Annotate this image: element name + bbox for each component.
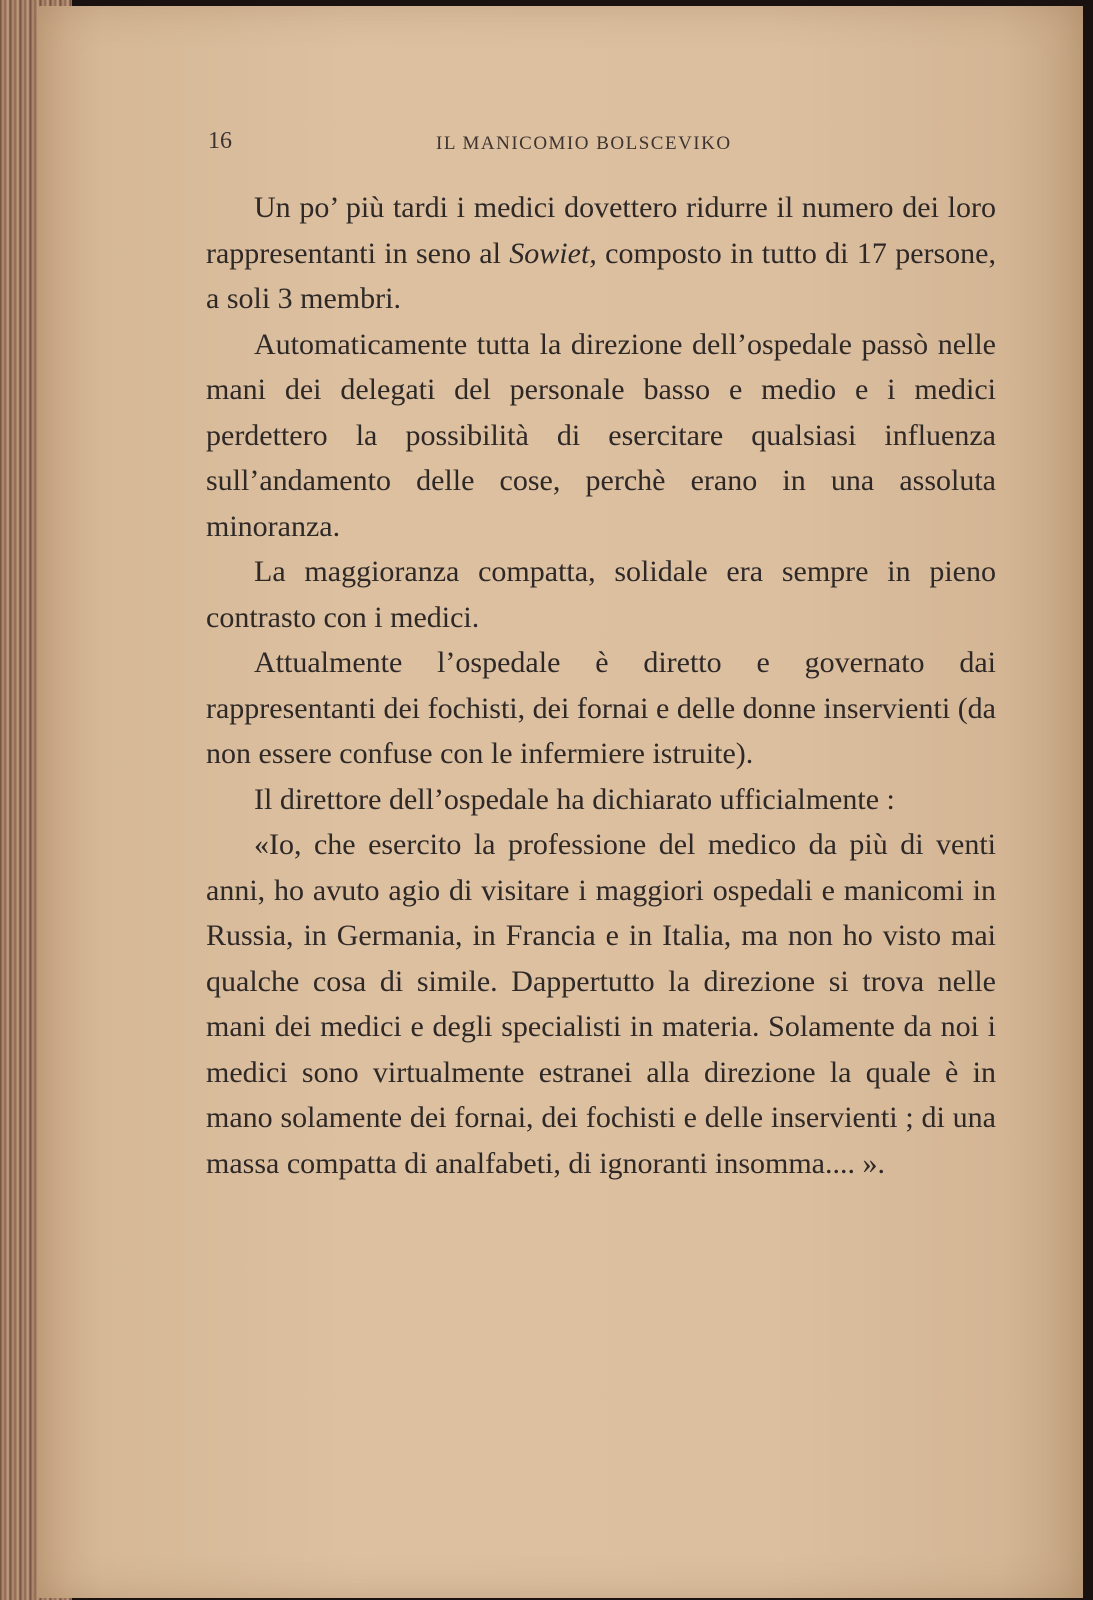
emphasized-word: Sowiet, xyxy=(509,236,597,270)
paragraph-text: Un po’ più tardi i medici dovettero ridurre il numero dei loro rappresentanti in seno al xyxy=(206,191,996,270)
page-number: 16 xyxy=(208,128,232,154)
paragraph: Attualmente l’ospedale è diretto e governato dai rappresentanti dei fochisti, dei fornai e delle donne inservienti (da non essere confuse con le infermiere istruite). xyxy=(206,646,996,770)
body-text xyxy=(206,185,996,1186)
running-title: IL MANICOMIO BOLSCEVIKO xyxy=(436,133,732,154)
paragraph: Automaticamente tutta la direzione dell’ospedale passò nelle mani dei delegati del personale basso e medio e i medici perdettero la possibilità di esercitare qualsiasi influenza sull’andamento delle cose, perchè erano in una assoluta minoranza. xyxy=(206,327,996,543)
page-header xyxy=(208,128,1008,164)
paragraph-text: composto in tutto di 17 persone, a soli 3 membri. xyxy=(206,236,996,315)
paragraph: «Io, che esercito la professione del medico da più di venti anni, ho avuto agio di visitare i maggiori ospedali e manicomi in Russia, in Germania, in Francia e in Italia, ma non ho visto mai qualche cosa di simile. Dappertutto la direzione si trova nelle mani dei medici e degli specialisti in materia. Solamente da noi i medici sono virtualmente estranei alla direzione la quale è in mano solamente dei fornai, dei fochisti e delle inservienti ; di una massa compatta di analfabeti, di ignoranti insomma.... ». xyxy=(206,828,996,1180)
paragraph xyxy=(206,185,996,322)
paragraph: Il direttore dell’ospedale ha dichiarato ufficialmente : xyxy=(254,782,895,816)
paragraph: La maggioranza compatta, solidale era sempre in pieno contrasto con i medici. xyxy=(206,555,996,634)
